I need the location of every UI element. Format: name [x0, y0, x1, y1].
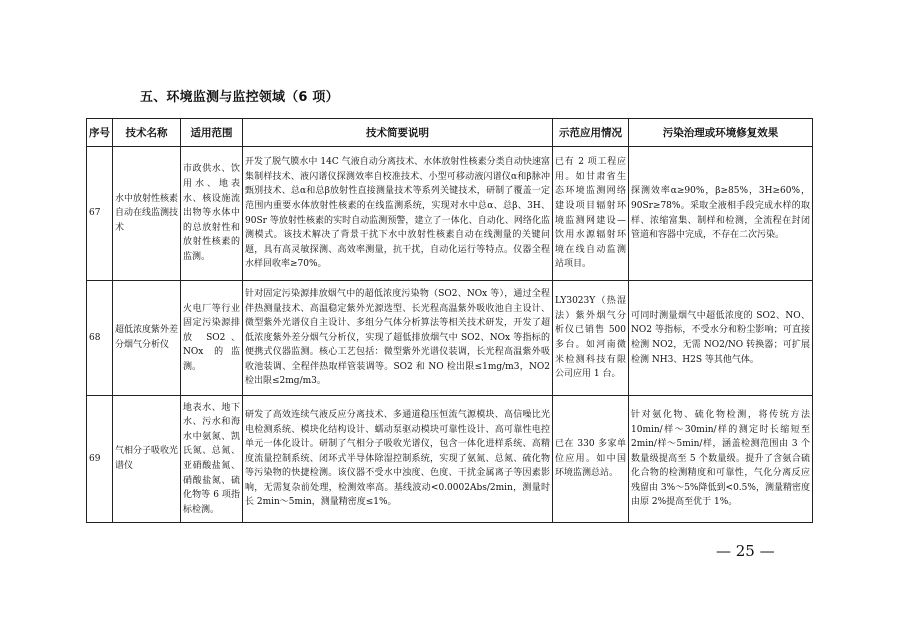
technology-table	[86, 118, 813, 523]
tech-name: 气相分子吸收光谱仪	[113, 396, 181, 523]
header-description: 技术简要说明	[243, 119, 553, 147]
scope-cell: 火电厂等行业固定污染源排放 SO2、NOx 的监测。	[181, 281, 243, 396]
demo-cell: LY3023Y（热湿法）紫外烟气分析仪已销售 500 多台。如河南微米检测科技有限公司应用 1 台。	[553, 281, 629, 396]
header-tech-name: 技术名称	[113, 119, 181, 147]
table-row	[87, 281, 813, 396]
row-number: 68	[87, 281, 113, 396]
header-demo: 示范应用情况	[553, 119, 629, 147]
header-number: 序号	[87, 119, 113, 147]
table-header-row	[87, 119, 813, 147]
header-scope: 适用范围	[181, 119, 243, 147]
scope-cell: 市政供水、饮用水、地表水、核设施流出物等水体中的总放射性和放射性核素的监测。	[181, 147, 243, 281]
description-cell: 开发了脱气膜水中 14C 气液自动分离技术、水体放射性核素分类自动快速富集制样技术、液闪谱仪探测效率自校准技术、小型可移动液闪谱仪α和β脉冲甄别技术、总α和总β放射性直接测量技术等系列关键技术，研制了覆盖一定范围内重要水体放射性核素的在线监测系统，实现对水中总α、总β、3H、90Sr 等放射性核素的实时自动监测预警，建立了一体化、自动化、网络化监测模式。该技术解决了背景干扰下水中放射性核素自动在线测量的关键问题，具有高灵敏探测、高效率测量，抗干扰，自动化运行等特点。仪器全程水样回收率≥70%。	[243, 147, 553, 281]
tech-name: 水中放射性核素自动在线监测技术	[113, 147, 181, 281]
row-number: 69	[87, 396, 113, 523]
description-cell: 研发了高效连续气液反应分离技术、多通道稳压恒流气源模块、高信噪比光电检测系统、模块化结构设计、蠕动泵驱动模块可靠性设计、高可靠性电控单元一体化设计。研制了气相分子吸收光谱仪，包含一体化进样系统、高精度流量控制系统、闭环式半导体除湿控制系统，实现了氨氮、总氮、硫化物等污染物的快捷检测。该仪器不受水中浊度、色度、干扰金属离子等因素影响，无需复杂前处理，检测效率高。基线波动<0.0002Abs/2min，测量时长 2min～5min，测量精密度≤1%。	[243, 396, 553, 523]
effect-cell: 可同时测量烟气中超低浓度的 SO2、NO、NO2 等指标，不受水分和粉尘影响；可直接检测 NO2，无需 NO2/NO 转换器；可扩展检测 NH3、H2S 等其他气体。	[629, 281, 813, 396]
demo-cell: 已有 2 项工程应用。如甘肃省生态环境监测网络建设项目辐射环境监测网建设—饮用水源辐射环境在线自动监测站项目。	[553, 147, 629, 281]
effect-cell: 探测效率α≥90%，β≥85%，3H≥60%，90Sr≥78%。采取全液相手段完成水样的取样、浓缩富集、制样和检测，全流程在封闭管道和容器中完成，不存在二次污染。	[629, 147, 813, 281]
demo-cell: 已在 330 多家单位应用。如中国环境监测总站。	[553, 396, 629, 523]
table-row	[87, 147, 813, 281]
section-title: 五、环境监测与监控领域（6 项）	[140, 90, 339, 105]
table-row	[87, 396, 813, 523]
tech-name: 超低浓度紫外差分烟气分析仪	[113, 281, 181, 396]
page-number: — 25 —	[716, 542, 775, 560]
description-cell: 针对固定污染源排放烟气中的超低浓度污染物（SO2、NOx 等），通过全程伴热测量技术、高温稳定紫外光源选型、长光程高温紫外吸收池自主设计、微型紫外光谱仪自主设计、多组分气体分析算法等相关技术研发，开发了超低浓度紫外差分烟气分析仪，实现了超低排放烟气中 SO2、NOx 等指标的便携式仪器监测。核心工艺包括：微型紫外光谱仪装调，长光程高温紫外吸收池装调、全程伴热取样管装调等。SO2 和 NO 检出限≤1mg/m3，NO2 检出限≤2mg/m3。	[243, 281, 553, 396]
row-number: 67	[87, 147, 113, 281]
header-effect: 污染治理或环境修复效果	[629, 119, 813, 147]
scope-cell: 地表水、地下水、污水和海水中氨氮、凯氏氮、总氮、亚硝酸盐氮、硝酸盐氮、硫化物等 6 项指标检测。	[181, 396, 243, 523]
effect-cell: 针对氨化物、硫化物检测，将传统方法 10min/样～30min/样的测定时长缩短至 2min/样～5min/样，涵盖检测范围由 3 个数量级提高至 5 个数量级。提升了含氨合硫化合物的检测精度和可靠性，气化分离反应残留由 3%～5%降低到<0.5%，测量精密度由原 2%提高至优于 1%。	[629, 396, 813, 523]
